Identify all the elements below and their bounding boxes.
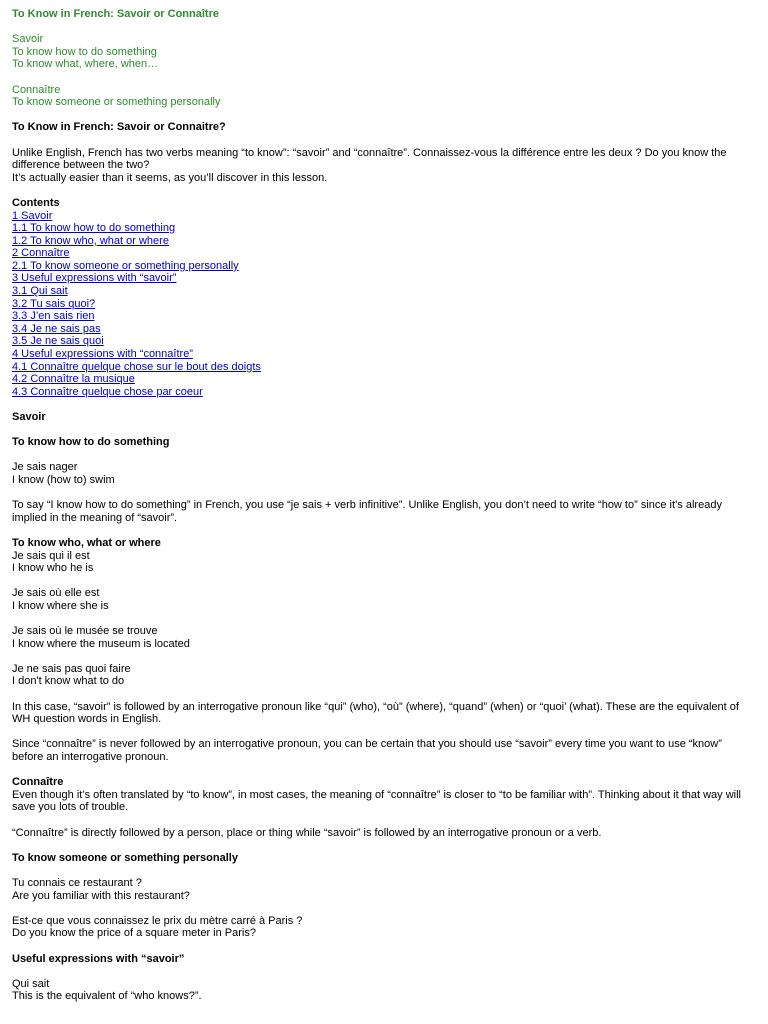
toc-link-tu-sais-quoi[interactable]: 3.2 Tu sais quoi?: [12, 297, 96, 310]
body-paragraph: “Connaître” is directly followed by a person, place or thing while “savoir” is followed by an interrogative pronoun or a verb.: [12, 826, 602, 839]
section-heading-savoir: Savoir: [12, 411, 46, 423]
body-paragraph: Even though it’s often translated by “to know”, in most cases, the meaning of “connaître” is closer to “to be familiar with”. Thinking about it that way will save you lots of trouble.: [12, 788, 741, 814]
example-french: Tu connais ce restaurant ?: [12, 876, 142, 889]
toc-heading: Contents: [12, 196, 60, 209]
example-french: Je sais nager: [12, 461, 78, 474]
connaitre-label: Connaître: [12, 83, 61, 96]
toc-link-connaitre[interactable]: 2 Connaître: [12, 247, 70, 260]
savoir-meaning-2: To know what, where, when…: [12, 58, 159, 71]
example-french: Je sais qui il est: [12, 549, 90, 562]
body-paragraph: In this case, “savoir” is followed by an interrogative pronoun like “qui” (who), “où” (where), “quand” (when) or “quoi’ (what). These are the equivalent of WH question words in English.: [12, 700, 739, 726]
subsection-heading-who-what-where: To know who, what or where: [12, 536, 161, 549]
example-english: I don't know what to do: [12, 675, 125, 688]
savoir-label: Savoir: [12, 33, 44, 46]
example-english: This is the equivalent of “who knows?”.: [12, 990, 202, 1003]
example-french: Est-ce que vous connaissez le prix du mètre carré à Paris ?: [12, 914, 303, 927]
toc-link-par-coeur[interactable]: 4.3 Connaître quelque chose par coeur: [12, 385, 203, 398]
section-heading-savoir-expressions: Useful expressions with “savoir”: [12, 952, 185, 965]
toc-link-bout-des-doigts[interactable]: 4.1 Connaître quelque chose sur le bout des doigts: [12, 360, 261, 373]
toc-link-savoir[interactable]: 1 Savoir: [12, 209, 53, 222]
toc-link-jen-sais-rien[interactable]: 3.3 J’en sais rien: [12, 310, 95, 323]
example-french: Je sais où le musée se trouve: [12, 625, 158, 638]
document-page: [12, 8, 756, 1003]
example-french: Je ne sais pas quoi faire: [12, 662, 131, 675]
toc-link-la-musique[interactable]: 4.2 Connaître la musique: [12, 373, 135, 386]
intro-paragraph-2: It’s actually easier than it seems, as you’ll discover in this lesson.: [12, 171, 328, 184]
example-english: I know who he is: [12, 562, 94, 575]
connaitre-meaning-1: To know someone or something personally: [12, 96, 221, 109]
example-french: Je sais où elle est: [12, 587, 100, 600]
example-english: Do you know the price of a square meter in Paris?: [12, 927, 256, 940]
toc-link-savoir-expressions[interactable]: 3 Useful expressions with “savoir”: [12, 272, 177, 285]
body-paragraph: Since “connaître” is never followed by an interrogative pronoun, you can be certain that you should use “savoir” every time you want to use “know” before an interrogative pronoun.: [12, 738, 722, 764]
intro-heading: To Know in French: Savoir or Connaitre?: [12, 121, 226, 134]
toc-link-qui-sait[interactable]: 3.1 Qui sait: [12, 285, 68, 298]
example-english: I know where she is: [12, 599, 109, 612]
toc-link-someone-something[interactable]: 2.1 To know someone or something personally: [12, 259, 239, 272]
subsection-heading-someone-something: To know someone or something personally: [12, 851, 238, 864]
example-english: I know where the museum is located: [12, 637, 190, 650]
intro-paragraph: Unlike English, French has two verbs meaning “to know”: “savoir” and “connaître”. Connaissez-vous la différence entre les deux ? Do you know the difference between the two?: [12, 146, 727, 172]
toc-link-je-ne-sais-pas[interactable]: 3.4 Je ne sais pas: [12, 322, 101, 335]
body-paragraph: To say “I know how to do something” in French, you use “je sais + verb infinitive”. Unlike English, you don’t need to write “how to” since it’s already implied in the meaning of “savoir”.: [12, 499, 722, 524]
subsection-heading-how-to: To know how to do something: [12, 436, 170, 449]
toc-list: [12, 210, 756, 399]
page-title: To Know in French: Savoir or Connaître: [12, 8, 219, 20]
example-english: Are you familiar with this restaurant?: [12, 889, 190, 902]
savoir-meaning-1: To know how to do something: [12, 45, 157, 58]
toc-link-je-ne-sais-quoi[interactable]: 3.5 Je ne sais quoi: [12, 335, 104, 348]
example-english: I know (how to) swim: [12, 473, 115, 486]
toc-link-connaitre-expressions[interactable]: 4 Useful expressions with “connaître”: [12, 348, 193, 361]
toc-link-how-to[interactable]: 1.1 To know how to do something: [12, 222, 176, 235]
toc-link-who-what-where[interactable]: 1.2 To know who, what or where: [12, 234, 169, 247]
section-heading-connaitre: Connaître: [12, 776, 64, 789]
example-french: Qui sait: [12, 977, 50, 990]
